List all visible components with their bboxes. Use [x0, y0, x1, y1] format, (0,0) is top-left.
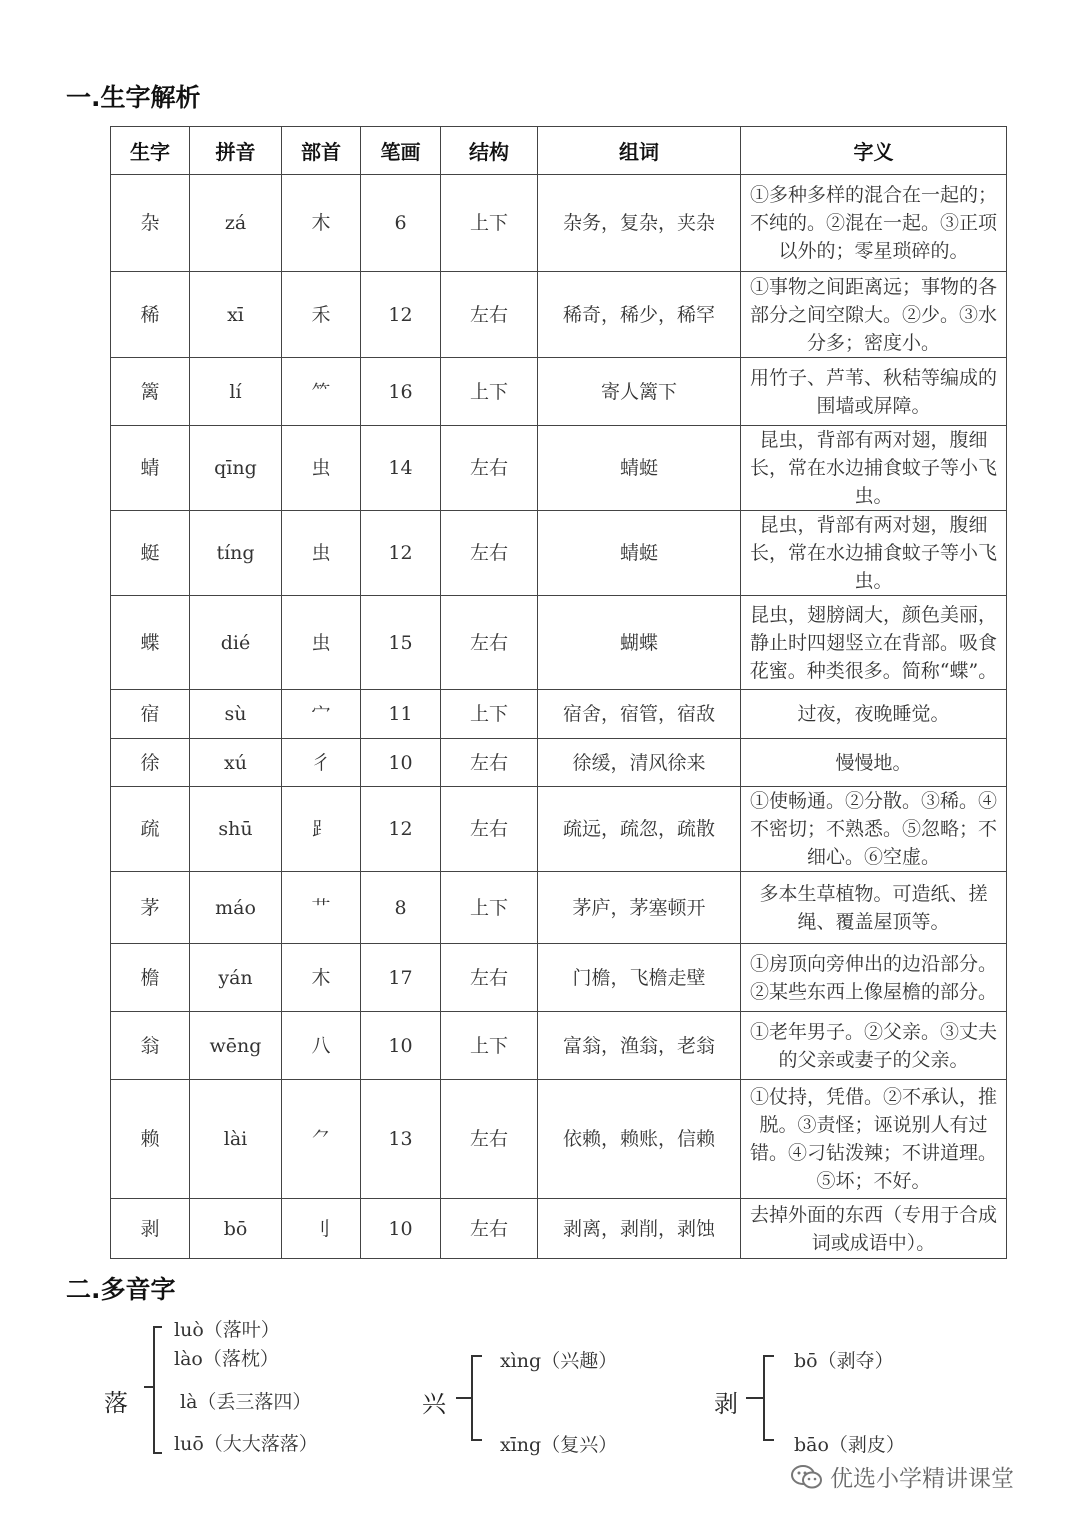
- cell-structure: 上下: [441, 872, 538, 944]
- cell-char: 翁: [111, 1012, 190, 1080]
- table-row: [111, 739, 1007, 787]
- cell-strokes: 12: [361, 511, 441, 596]
- cell-pinyin: xī: [190, 272, 282, 358]
- cell-strokes: 10: [361, 1199, 441, 1259]
- cell-char: 蝶: [111, 596, 190, 690]
- cell-structure: 上下: [441, 690, 538, 739]
- cell-words: 宿舍，宿管，宿敌: [538, 690, 741, 739]
- cell-char: 蜓: [111, 511, 190, 596]
- cell-radical: 宀: [282, 690, 361, 739]
- cell-structure: 左右: [441, 1199, 538, 1259]
- cell-words: 蜻蜓: [538, 511, 741, 596]
- table-row: [111, 787, 1007, 872]
- cell-strokes: 15: [361, 596, 441, 690]
- section-title-polyphones: 二.多音字: [66, 1275, 176, 1304]
- cell-words: 杂务，复杂，夹杂: [538, 175, 741, 272]
- cell-strokes: 10: [361, 739, 441, 787]
- cell-radical: 木: [282, 944, 361, 1012]
- cell-strokes: 17: [361, 944, 441, 1012]
- cell-words: 依赖，赖账，信赖: [538, 1080, 741, 1199]
- cell-pinyin: lài: [190, 1080, 282, 1199]
- cell-structure: 左右: [441, 787, 538, 872]
- cell-radical: 虫: [282, 596, 361, 690]
- table-row: [111, 1199, 1007, 1259]
- cell-char: 篱: [111, 358, 190, 426]
- cell-strokes: 11: [361, 690, 441, 739]
- cell-structure: 上下: [441, 358, 538, 426]
- cell-char: 疏: [111, 787, 190, 872]
- cell-char: 蜻: [111, 426, 190, 511]
- cell-pinyin: wēng: [190, 1012, 282, 1080]
- table-row: [111, 944, 1007, 1012]
- cell-pinyin: zá: [190, 175, 282, 272]
- cell-radical: ⻊: [282, 787, 361, 872]
- cell-words: 蝴蝶: [538, 596, 741, 690]
- cell-structure: 左右: [441, 511, 538, 596]
- cell-char: 剥: [111, 1199, 190, 1259]
- table-row: [111, 1080, 1007, 1199]
- polyphone-reading: là（丢三落四）: [180, 1391, 312, 1413]
- cell-meaning: 用竹子、芦苇、秋秸等编成的围墙或屏障。: [741, 358, 1007, 426]
- cell-strokes: 16: [361, 358, 441, 426]
- cell-structure: 左右: [441, 596, 538, 690]
- watermark-text: 优选小学精讲课堂: [830, 1466, 1014, 1492]
- cell-pinyin: yán: [190, 944, 282, 1012]
- polyphone-reading: bāo（剥皮）: [794, 1434, 905, 1456]
- header-structure: 结构: [441, 127, 538, 175]
- brace-icon: [420, 1340, 500, 1460]
- cell-radical: 禾: [282, 272, 361, 358]
- table-row: [111, 426, 1007, 511]
- cell-strokes: 13: [361, 1080, 441, 1199]
- cell-meaning: 昆虫，背部有两对翅，腹细长，常在水边捕食蚊子等小飞虫。: [741, 426, 1007, 511]
- cell-meaning: 过夜，夜晚睡觉。: [741, 690, 1007, 739]
- polyphone-group-bo: [712, 1340, 952, 1460]
- table-row: [111, 596, 1007, 690]
- cell-char: 徐: [111, 739, 190, 787]
- cell-meaning: 慢慢地。: [741, 739, 1007, 787]
- polyphone-char: 兴: [422, 1390, 446, 1418]
- cell-strokes: 10: [361, 1012, 441, 1080]
- polyphone-reading: xìng（兴趣）: [500, 1350, 618, 1372]
- cell-char: 宿: [111, 690, 190, 739]
- header-words: 组词: [538, 127, 741, 175]
- table-row: [111, 511, 1007, 596]
- polyphone-reading: xīng（复兴）: [500, 1434, 618, 1456]
- header-char: 生字: [111, 127, 190, 175]
- cell-radical: 艹: [282, 872, 361, 944]
- cell-radical: 虫: [282, 426, 361, 511]
- cell-meaning: ①多种多样的混合在一起的；不纯的。②混在一起。③正项以外的；零星琐碎的。: [741, 175, 1007, 272]
- cell-meaning: ①老年男子。②父亲。③丈夫的父亲或妻子的父亲。: [741, 1012, 1007, 1080]
- table-row: [111, 272, 1007, 358]
- cell-pinyin: máo: [190, 872, 282, 944]
- cell-radical: 木: [282, 175, 361, 272]
- polyphone-char: 落: [104, 1389, 128, 1417]
- table-header-row: [111, 127, 1007, 175]
- cell-meaning: ①房顶向旁伸出的边沿部分。②某些东西上像屋檐的部分。: [741, 944, 1007, 1012]
- cell-structure: 上下: [441, 175, 538, 272]
- cell-structure: 上下: [441, 1012, 538, 1080]
- cell-strokes: 14: [361, 426, 441, 511]
- cell-char: 檐: [111, 944, 190, 1012]
- cell-structure: 左右: [441, 739, 538, 787]
- cell-words: 蜻蜓: [538, 426, 741, 511]
- header-radical: 部首: [282, 127, 361, 175]
- cell-meaning: ①事物之间距离远；事物的各部分之间空隙大。②少。③水分多；密度小。: [741, 272, 1007, 358]
- cell-pinyin: lí: [190, 358, 282, 426]
- polyphone-char: 剥: [714, 1390, 738, 1418]
- cell-pinyin: bō: [190, 1199, 282, 1259]
- polyphone-reading: lào（落枕）: [174, 1348, 279, 1370]
- cell-meaning: ①使畅通。②分散。③稀。④不密切；不熟悉。⑤忽略；不细心。⑥空虚。: [741, 787, 1007, 872]
- cell-radical: ⺈: [282, 1080, 361, 1199]
- cell-strokes: 12: [361, 787, 441, 872]
- header-pinyin: 拼音: [190, 127, 282, 175]
- cell-meaning: 多本生草植物。可造纸、搓绳、覆盖屋顶等。: [741, 872, 1007, 944]
- polyphone-reading: luō（大大落落）: [174, 1433, 318, 1455]
- cell-words: 剥离，剥削，剥蚀: [538, 1199, 741, 1259]
- cell-pinyin: xú: [190, 739, 282, 787]
- cell-pinyin: dié: [190, 596, 282, 690]
- character-table: [110, 126, 1007, 1259]
- cell-words: 富翁，渔翁，老翁: [538, 1012, 741, 1080]
- cell-radical: 彳: [282, 739, 361, 787]
- polyphone-group-luo: [100, 1315, 360, 1465]
- polyphone-group-xing: [420, 1340, 660, 1460]
- cell-strokes: 8: [361, 872, 441, 944]
- cell-char: 稀: [111, 272, 190, 358]
- header-strokes: 笔画: [361, 127, 441, 175]
- header-meaning: 字义: [741, 127, 1007, 175]
- brace-icon: [100, 1315, 170, 1465]
- cell-meaning: 昆虫，翅膀阔大，颜色美丽，静止时四翅竖立在背部。吸食花蜜。种类很多。简称“蝶”。: [741, 596, 1007, 690]
- polyphone-reading: bō（剥夺）: [794, 1350, 894, 1372]
- cell-char: 杂: [111, 175, 190, 272]
- cell-words: 门檐，飞檐走壁: [538, 944, 741, 1012]
- cell-radical: 八: [282, 1012, 361, 1080]
- cell-meaning: 去掉外面的东西（专用于合成词或成语中）。: [741, 1199, 1007, 1259]
- cell-structure: 左右: [441, 426, 538, 511]
- cell-structure: 左右: [441, 1080, 538, 1199]
- cell-radical: ⺮: [282, 358, 361, 426]
- section-title-char-analysis: 一.生字解析: [66, 83, 201, 112]
- cell-radical: 刂: [282, 1199, 361, 1259]
- cell-pinyin: tíng: [190, 511, 282, 596]
- brace-icon: [712, 1340, 792, 1460]
- table-row: [111, 1012, 1007, 1080]
- table-row: [111, 872, 1007, 944]
- cell-pinyin: shū: [190, 787, 282, 872]
- cell-strokes: 6: [361, 175, 441, 272]
- cell-words: 寄人篱下: [538, 358, 741, 426]
- cell-words: 稀奇，稀少，稀罕: [538, 272, 741, 358]
- cell-pinyin: sù: [190, 690, 282, 739]
- watermark: [790, 1460, 1014, 1496]
- cell-words: 茅庐，茅塞顿开: [538, 872, 741, 944]
- cell-meaning: ①仗持，凭借。②不承认，推脱。③责怪；诬说别人有过错。④刁钻泼辣；不讲道理。⑤坏；不好。: [741, 1080, 1007, 1199]
- table-row: [111, 358, 1007, 426]
- cell-radical: 虫: [282, 511, 361, 596]
- cell-structure: 左右: [441, 944, 538, 1012]
- cell-meaning: 昆虫，背部有两对翅，腹细长，常在水边捕食蚊子等小飞虫。: [741, 511, 1007, 596]
- cell-char: 赖: [111, 1080, 190, 1199]
- cell-strokes: 12: [361, 272, 441, 358]
- table-row: [111, 175, 1007, 272]
- table-row: [111, 690, 1007, 739]
- cell-words: 疏远，疏忽，疏散: [538, 787, 741, 872]
- polyphone-reading: luò（落叶）: [174, 1319, 280, 1341]
- wechat-icon: [790, 1464, 824, 1496]
- cell-char: 茅: [111, 872, 190, 944]
- cell-words: 徐缓，清风徐来: [538, 739, 741, 787]
- cell-structure: 左右: [441, 272, 538, 358]
- cell-pinyin: qīng: [190, 426, 282, 511]
